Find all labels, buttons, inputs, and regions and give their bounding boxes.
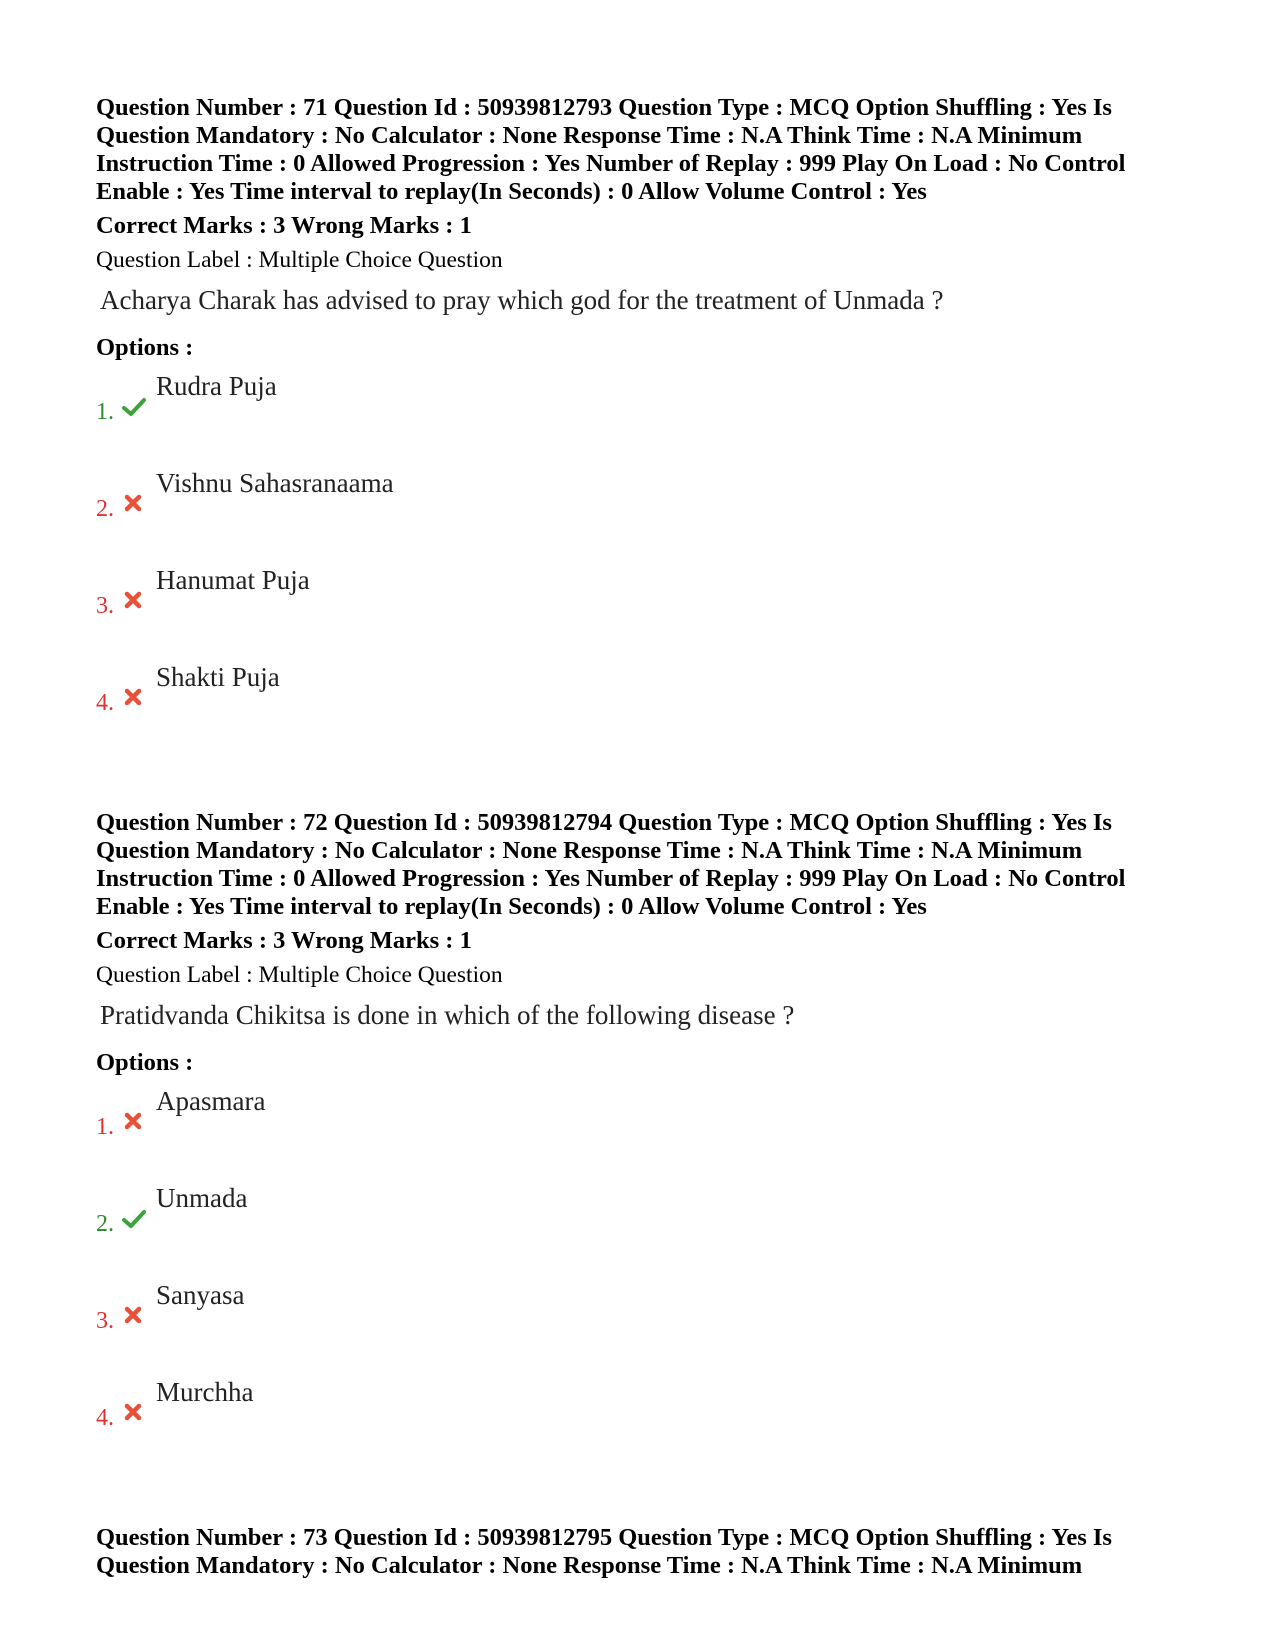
options-list bbox=[96, 366, 1196, 754]
option-text: Hanumat Puja bbox=[156, 565, 310, 595]
option-text: Sanyasa bbox=[156, 1280, 245, 1310]
option-1 bbox=[96, 366, 1196, 463]
option-text: Vishnu Sahasranaama bbox=[156, 468, 394, 498]
cross-icon bbox=[121, 491, 147, 517]
option-text: Rudra Puja bbox=[156, 371, 277, 401]
question-73 bbox=[96, 1524, 1196, 1580]
question-label: Question Label : Multiple Choice Question bbox=[96, 247, 503, 273]
option-2 bbox=[96, 463, 1196, 560]
option-1 bbox=[96, 1081, 1196, 1178]
option-3 bbox=[96, 1275, 1196, 1372]
option-4 bbox=[96, 1372, 1196, 1469]
option-text: Murchha bbox=[156, 1377, 254, 1407]
question-meta: Question Number : 73 Question Id : 50939812795 Question Type : MCQ Option Shuffling : Yes Is Question Mandatory : No Calculator : None Response Time : N.A Think Time : N.A Minimum bbox=[96, 1524, 1112, 1579]
option-number: 3. bbox=[96, 593, 114, 619]
question-marks: Correct Marks : 3 Wrong Marks : 1 bbox=[96, 927, 472, 954]
question-text: Pratidvanda Chikitsa is done in which of the following disease ? bbox=[100, 1000, 795, 1030]
cross-icon bbox=[121, 685, 147, 711]
question-text: Acharya Charak has advised to pray which god for the treatment of Unmada ? bbox=[100, 285, 944, 315]
option-number: 2. bbox=[96, 496, 114, 522]
cross-icon bbox=[121, 1109, 147, 1135]
cross-icon bbox=[121, 1303, 147, 1329]
question-meta: Question Number : 72 Question Id : 50939812794 Question Type : MCQ Option Shuffling : Yes Is Question Mandatory : No Calculator : None Response Time : N.A Think Time : N.A Minimum Instruction Time : 0 Allowed Progression : Yes Number of Replay : 999 Play On Load : No Control Enable : Yes Time interval to replay(In Seconds) : 0 Allow Volume Control : Yes bbox=[96, 809, 1126, 920]
option-text: Unmada bbox=[156, 1183, 248, 1213]
question-72 bbox=[96, 809, 1196, 1469]
question-marks: Correct Marks : 3 Wrong Marks : 1 bbox=[96, 212, 472, 239]
options-list bbox=[96, 1081, 1196, 1469]
cross-icon bbox=[121, 588, 147, 614]
option-text: Apasmara bbox=[156, 1086, 266, 1116]
option-text: Shakti Puja bbox=[156, 662, 280, 692]
question-71 bbox=[96, 94, 1196, 754]
option-3 bbox=[96, 560, 1196, 657]
question-label: Question Label : Multiple Choice Question bbox=[96, 962, 503, 988]
check-icon bbox=[121, 394, 147, 420]
question-meta: Question Number : 71 Question Id : 50939812793 Question Type : MCQ Option Shuffling : Yes Is Question Mandatory : No Calculator : None Response Time : N.A Think Time : N.A Minimum Instruction Time : 0 Allowed Progression : Yes Number of Replay : 999 Play On Load : No Control Enable : Yes Time interval to replay(In Seconds) : 0 Allow Volume Control : Yes bbox=[96, 94, 1126, 205]
check-icon bbox=[121, 1206, 147, 1232]
cross-icon bbox=[121, 1400, 147, 1426]
options-heading: Options : bbox=[96, 334, 194, 361]
option-4 bbox=[96, 657, 1196, 754]
option-number: 4. bbox=[96, 1405, 114, 1431]
option-number: 2. bbox=[96, 1211, 114, 1237]
option-number: 1. bbox=[96, 399, 114, 425]
option-2 bbox=[96, 1178, 1196, 1275]
option-number: 4. bbox=[96, 690, 114, 716]
option-number: 3. bbox=[96, 1308, 114, 1334]
option-number: 1. bbox=[96, 1114, 114, 1140]
options-heading: Options : bbox=[96, 1049, 194, 1076]
